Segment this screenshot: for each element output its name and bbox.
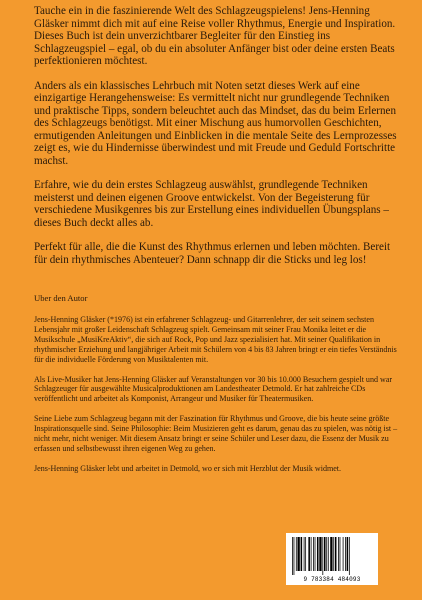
barcode-bar [301,537,303,571]
barcode-bar [345,537,346,571]
isbn-barcode [286,533,378,585]
barcode-bar [294,537,295,575]
bio-paragraph-2: Als Live-Musiker hat Jens-Henning Gläsker auf Veranstaltungen vor 30 bis 10.000 Besuchern gespielt und war Schlagzeuger für ausgewählte Musicalproduktionen am Landestheater Detmold. Er hat zahlreiche CDs veröffentlicht und arbeitet als Komponist, Arrangeur und Musiker für Theatermusiken. [34,374,393,404]
barcode-bar [324,537,326,571]
bio-heading: Uber den Autor [34,293,88,303]
barcode-bar [340,537,341,571]
author-bio [34,293,398,474]
barcode-bar [326,537,327,571]
blurb-paragraph-1: Tauche ein in die faszinierende Welt des Schlagzeugspielens! Jens-Henning Gläsker nimmt dich mit auf eine Reise voller Rhythmus, Energie und Inspiration. Dieses Buch ist dein unverzichtbarer Begleiter für den Einstieg ins Schlagzeugspiel – egal, ob du ein absoluter Anfänger bist oder deine ersten Beats perfektionieren möchtest. [34,5,396,67]
barcode-bar [311,537,312,571]
barcode-bar [333,537,334,571]
barcode-bar [313,537,314,571]
barcode-bar [319,537,321,571]
barcode-bar [308,537,310,571]
barcode-bar [292,537,293,575]
barcode-bar [347,537,349,571]
blurb-paragraph-4: Perfekt für alle, die die Kunst des Rhythmus erlernen und leben möchten. Bereit für dein rhythmisches Abenteuer? Dann schnapp dir die Sticks und leg los! [34,241,391,266]
blurb-paragraph-3: Erfahre, wie du dein erstes Schlagzeug auswählst, grundlegende Techniken meisterst und deinen eigenen Groove entwickelst. Von der Begeisterung für verschiedene Musikgenres bis zur Erstellung eines individuellen Übungsplans – dieses Buch deckt alles ab. [34,179,389,229]
barcode-bar [338,537,339,571]
barcode-bar [328,537,329,571]
barcode-bar [343,537,344,571]
barcode-digits: 9 783384 484093 [303,576,361,583]
barcode-bar [349,537,350,575]
barcode-bar [330,537,332,571]
blurb-paragraph-2: Anders als ein klassisches Lehrbuch mit Noten setzt dieses Werk auf eine einzigartige Herangehensweise: Es vermittelt nicht nur grundlegende Techniken und praktische Tipps, sondern beleuchtet auch das Mindset, das du beim Erlernen des Schlagzeugs benötigst. Mit einer Mischung aus humorvollen Geschichten, ermutigenden Anleitungen und Einblicken in die mentale Seite des Lernprozesses zeigt es, wie du Hindernisse überwindest und mit Freude und Geduld Fortschritte machst. [34,79,397,167]
bio-paragraph-1: Jens-Henning Gläsker (*1976) ist ein erfahrener Schlagzeug- und Gitarrenlehrer, der seit seinem sechsten Lebensjahr mit großer Leidenschaft Schlagzeug spielt. Gemeinsam mit seiner Frau Monika leitet er die Musikschule „MusiKreAktiv“, die sich auf Rock, Pop und Jazz spezialisiert hat. Mit seiner Qualifikation in rhythmischer Erziehung und langjähriger Arbeit mit Schülern von 4 bis 83 Jahren bringt er ein tiefes Verständnis für die individuelle Förderung von Musiktalenten mit. [34,315,397,364]
bio-paragraph-3: Seine Liebe zum Schlagzeug begann mit der Faszination für Rhythmus und Groove, die bis heute seine größte Inspirationsquelle sind. Seine Philosophie: Beim Musizieren geht es darum, genau das zu spielen, was nötig ist – nicht mehr, nicht weniger. Mit diesem Ansatz bringt er seine Schüler und Leser dazu, die Essenz der Musik zu erfassen und selbstbewusst ihren eigenen Weg zu gehen. [34,414,398,453]
blurb [34,5,398,266]
barcode-bar [322,537,323,575]
barcode-bar [335,537,337,571]
barcode-bar [305,537,306,571]
barcode-bar [317,537,319,571]
barcode-bar [315,537,316,571]
bio-paragraph-4: Jens-Henning Gläsker lebt und arbeitet in Detmold, wo er sich mit Herzblut der Musik widmet. [34,463,342,473]
barcode-bar [296,537,297,571]
barcode-bar [297,537,299,571]
barcode-bar [304,537,305,571]
barcode-bars [292,537,374,575]
